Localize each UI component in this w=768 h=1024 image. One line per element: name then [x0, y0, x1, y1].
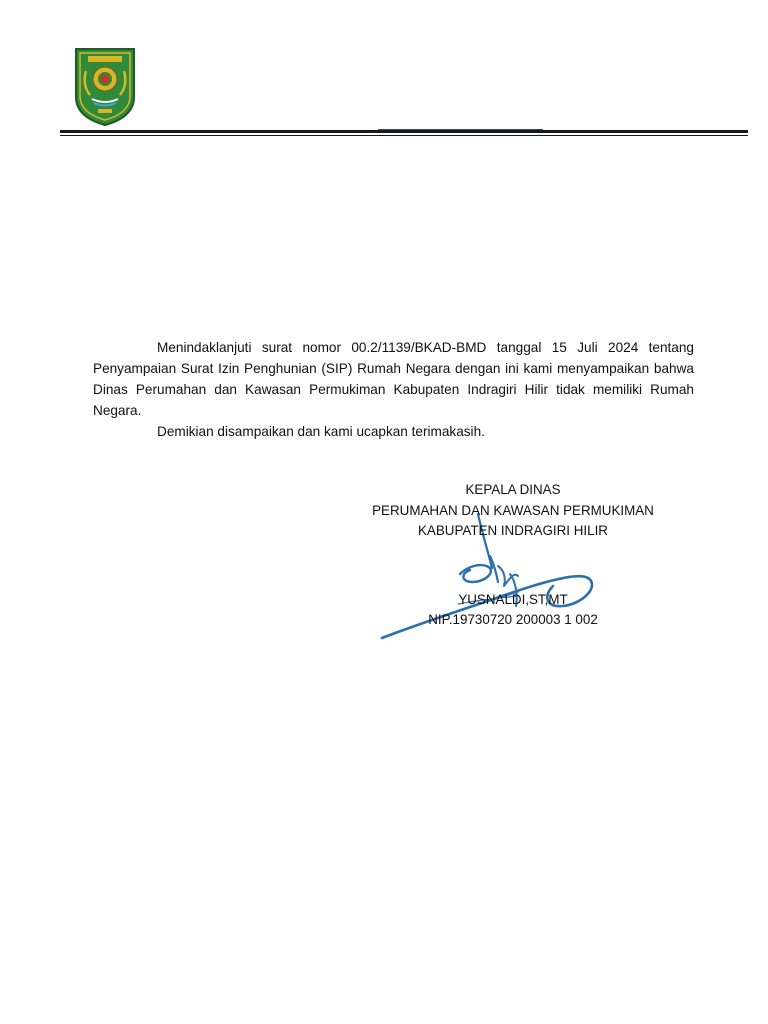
emblem-shield-icon: [74, 47, 136, 127]
letter-paragraph: Menindaklanjuti surat nomor 00.2/1139/BKAD-BMD tanggal 15 Juli 2024 tentang Penyampaian Surat Izin Penghunian (SIP) Rumah Negara dengan ini kami menyampaikan bahwa Dinas Perumahan dan Kawasan Permukiman Kabupaten Indragiri Hilir tidak memiliki Rumah Negara.: [93, 340, 694, 418]
header-rule-thick: [60, 130, 748, 133]
signatory-nip: NIP.19730720 200003 1 002: [428, 612, 598, 627]
letter-body: [93, 337, 694, 442]
header-rule-thin: [60, 135, 748, 136]
signatory-title: KEPALA DINAS: [465, 482, 561, 497]
signatory-region: KABUPATEN INDRAGIRI HILIR: [418, 523, 608, 538]
regency-emblem: [74, 47, 136, 127]
signatory-block: [358, 480, 668, 631]
letter-closing: Demikian disampaikan dan kami ucapkan terimakasih.: [157, 424, 485, 439]
signatory-name: YUSNALDI,ST,MT: [458, 591, 568, 607]
signatory-department: PERUMAHAN DAN KAWASAN PERMUKIMAN: [372, 502, 654, 518]
signature-space: [358, 542, 668, 590]
